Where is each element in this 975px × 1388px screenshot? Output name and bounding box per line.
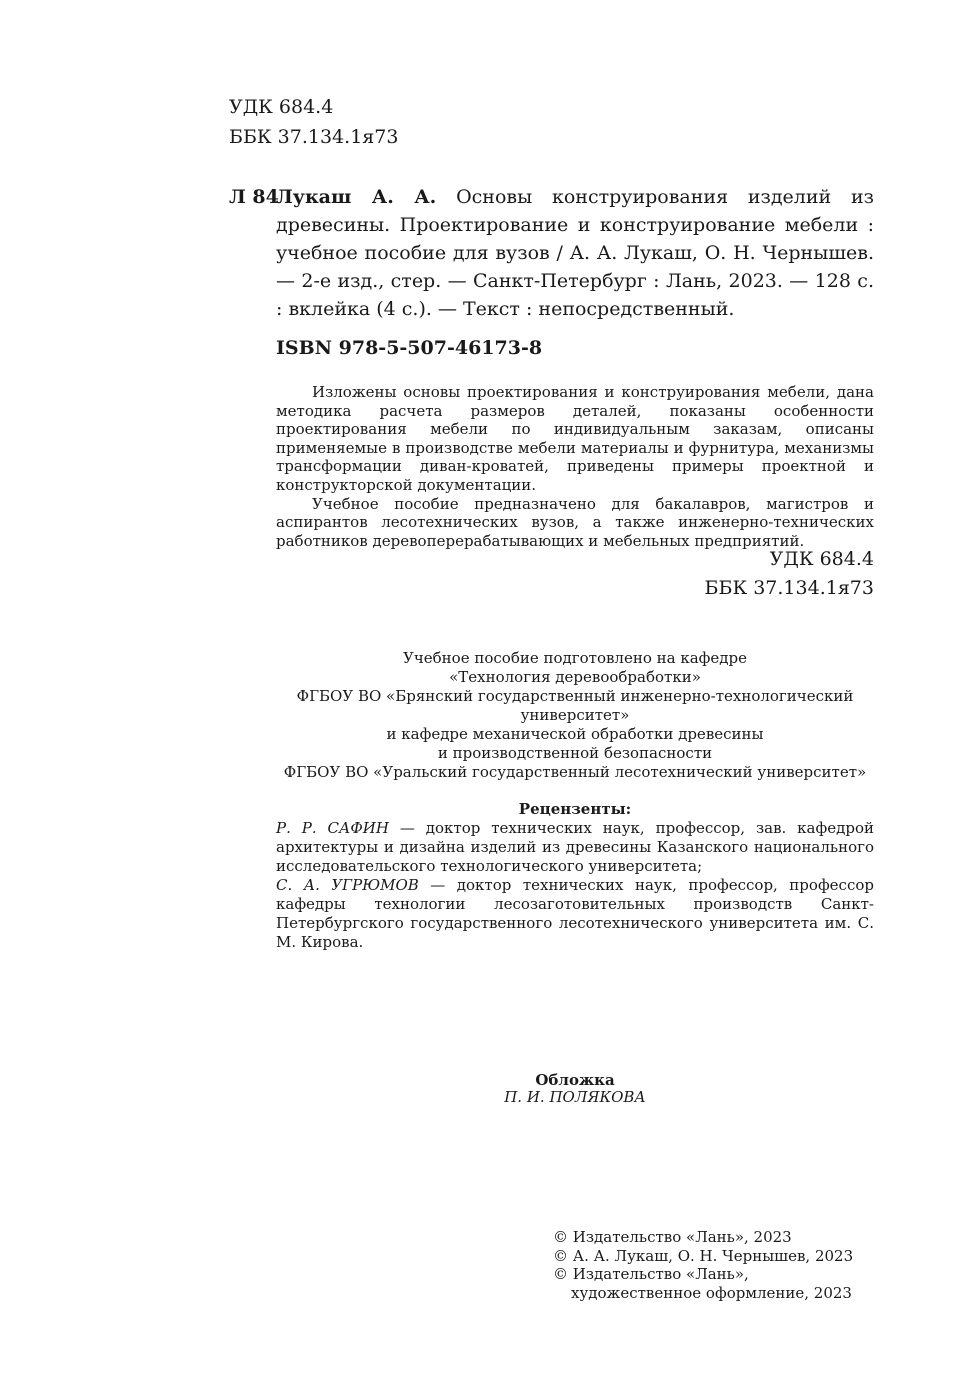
reviewer-2-text: — доктор технических наук, профессор, профессор кафедры технологии лесозаготовительных производств Санкт-Петербургского государственного лесотехнического университета им. С. М. Кирова. <box>276 876 874 951</box>
bottom-udk-code: УДК 684.4 <box>769 548 874 570</box>
prepared-line-6: и производственной безопасности <box>437 744 713 762</box>
top-bbk-code: ББК 37.134.1я73 <box>229 126 399 148</box>
reviewers-block <box>276 819 874 952</box>
cover-designer: П. И. ПОЛЯКОВА <box>504 1088 646 1106</box>
reviewers-title: Рецензенты: <box>518 800 632 818</box>
copyright-block <box>553 1228 853 1302</box>
copyright-line-1: © Издательство «Лань», 2023 <box>553 1228 792 1246</box>
prepared-line-2: «Технология деревообработки» <box>449 668 701 686</box>
author-mark: Л 84 <box>229 186 279 208</box>
copyright-line-2: © А. А. Лукаш, О. Н. Чернышев, 2023 <box>553 1246 854 1265</box>
bibliographic-entry <box>276 183 874 323</box>
prepared-line-1: Учебное пособие подготовлено на кафедре <box>403 649 747 667</box>
copyright-line-4: художественное оформление, 2023 <box>571 1283 852 1302</box>
prepared-line-3: ФГБОУ ВО «Брянский государственный инженерно-технологический <box>296 687 854 705</box>
reviewer-1-name: Р. Р. САФИН <box>276 819 389 837</box>
prepared-line-5: и кафедре механической обработки древесины <box>386 725 764 743</box>
isbn: ISBN 978-5-507-46173-8 <box>276 337 543 359</box>
copyright-line-3: © Издательство «Лань», <box>553 1265 749 1283</box>
cover-title: Обложка <box>535 1071 615 1089</box>
annotation <box>276 383 874 550</box>
annotation-paragraph-2: Учебное пособие предназначено для бакалавров, магистров и аспирантов лесотехнических вузов, а также инженерно-технических работников деревоперерабатывающих и мебельных предприятий. <box>276 494 874 550</box>
reviewer-1-text: — доктор технических наук, профессор, зав. кафедрой архитектуры и дизайна изделий из древесины Казанского национального исследовательского технологического университета; <box>276 819 874 875</box>
top-udk-code: УДК 684.4 <box>229 96 334 118</box>
prepared-line-4: университет» <box>520 706 630 724</box>
prepared-by-block <box>276 649 874 782</box>
bottom-bbk-code: ББК 37.134.1я73 <box>704 577 874 599</box>
entry-author: Лукаш А. А. <box>276 186 437 208</box>
reviewer-2 <box>276 876 874 952</box>
top-classification-codes <box>229 92 398 152</box>
entry-description: Основы конструирования изделий из древесины. Проектирование и конструирование мебели : учебное пособие для вузов / А. А. Лукаш, О. Н. Чернышев. — 2-е изд., стер. — Санкт-Петербург : Лань, 2023. — 128 с. : вклейка (4 с.). — Текст : непосредственный. <box>276 186 874 320</box>
annotation-paragraph-1: Изложены основы проектирования и конструирования мебели, дана методика расчета размеров деталей, показаны особенности проектирования мебели по индивидуальным заказам, описаны применяемые в производстве мебели материалы и фурнитура, механизмы трансформации диван-кроватей, приведены примеры проектной и конструкторской документации. <box>276 383 874 494</box>
prepared-line-7: ФГБОУ ВО «Уральский государственный лесотехнический университет» <box>283 763 867 781</box>
reviewer-1 <box>276 819 874 876</box>
reviewer-2-name: С. А. УГРЮМОВ <box>276 876 419 894</box>
bottom-classification-codes <box>674 545 874 603</box>
